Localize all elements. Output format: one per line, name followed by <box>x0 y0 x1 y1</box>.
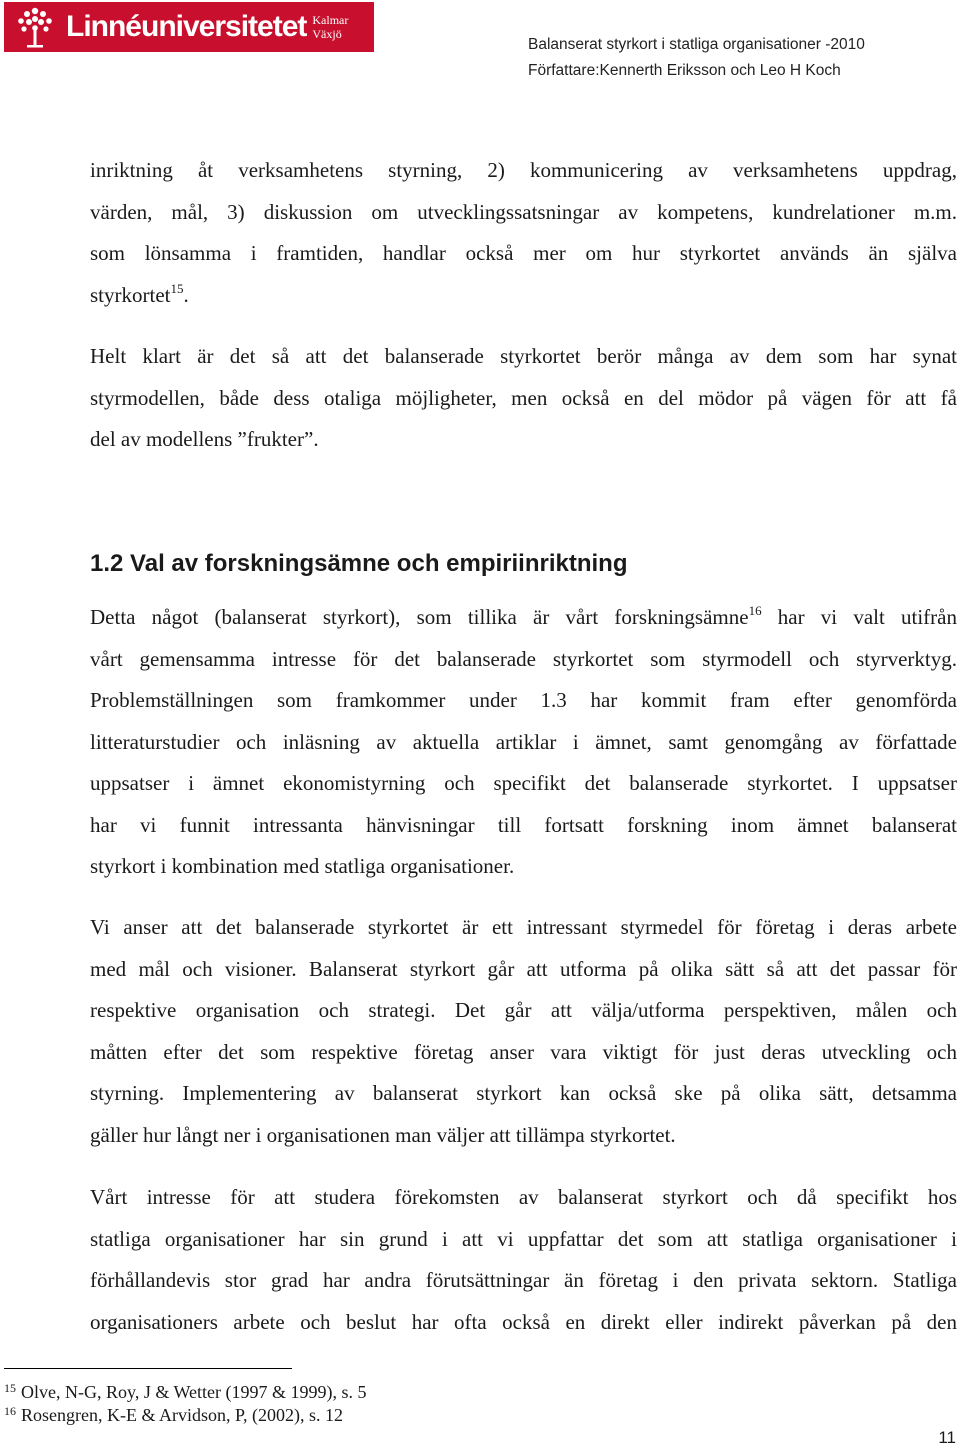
text-line: Problemställningen som framkommer under 1.3 har kommit fram efter genomförda <box>90 688 957 712</box>
footnote-divider <box>4 1368 292 1369</box>
text-line: vårt gemensamma intresse för det balanserade styrkortet som styrmodell och styrverktyg. <box>90 646 957 671</box>
university-logo <box>4 2 374 52</box>
paragraph-5 <box>90 1177 957 1343</box>
text-line: gäller hur långt ner i organisationen man väljer att tillämpa styrkortet. <box>90 1122 676 1147</box>
text-line: Vårt intresse för att studera förekomsten av balanserat styrkort och då specifikt hos <box>90 1185 957 1209</box>
footnote-15 <box>4 1381 367 1403</box>
text-line: värden, mål, 3) diskussion om utvecklingssatsningar av kompetens, kundrelationer m.m. <box>90 199 957 224</box>
text-line: styrmodellen, både dess otaliga möjligheter, men också en del mödor på vägen för att få <box>90 385 957 410</box>
text-fragment: . <box>183 282 189 307</box>
text-line: inriktning åt verksamhetens styrning, 2) kommunicering av verksamhetens uppdrag, <box>90 158 957 182</box>
text-line: organisationers arbete och beslut har ofta också en direkt eller indirekt påverkan på den <box>90 1309 957 1334</box>
text-line: styrkort i kombination med statliga organisationer. <box>90 854 515 878</box>
section-heading: 1.2 Val av forskningsämne och empiriinriktning <box>90 550 628 577</box>
footnote-text: Rosengren, K-E & Arvidson, P, (2002), s. 12 <box>21 1405 343 1425</box>
text-line: måtten efter det som respektive företag anser vara viktigt för just deras utveckling och <box>90 1039 957 1064</box>
logo-campuses <box>312 13 348 41</box>
footnote-ref-16[interactable]: 16 <box>748 603 762 618</box>
text-fragment: Detta något (balanserat styrkort), som tillika är vårt forskningsämne <box>90 605 749 629</box>
text-line: Vi anser att det balanserade styrkortet är ett intressant styrmedel för företag i deras arbete <box>90 915 957 939</box>
text-line: styrning. Implementering av balanserat styrkort kan också ske på olika sätt, detsamma <box>90 1081 957 1105</box>
running-header <box>528 32 865 84</box>
tree-logo-icon <box>4 2 66 52</box>
text-line: förhållandevis stor grad har andra förutsättningar än företag i den privata sektorn. Statliga <box>90 1268 957 1292</box>
logo-wordmark: Linnéuniversitetet <box>66 10 307 43</box>
page-number: 11 <box>938 1428 956 1447</box>
logo-campus-vaxjo: Växjö <box>312 27 342 41</box>
text-fragment: har vi valt utifrån <box>761 605 957 629</box>
document-authors: Författare:Kennerth Eriksson och Leo H Koch <box>528 62 841 79</box>
footnote-16 <box>4 1404 343 1426</box>
document-title: Balanserat styrkort i statliga organisationer -2010 <box>528 36 865 53</box>
text-line: har vi funnit intressanta hänvisningar till fortsatt forskning inom ämnet balanserat <box>90 812 957 837</box>
text-fragment: styrkortet <box>90 282 171 307</box>
text-line <box>90 275 957 317</box>
paragraph-3 <box>90 597 957 888</box>
text-line: statliga organisationer har sin grund i att vi uppfattar det som att statliga organisationer i <box>90 1226 957 1251</box>
text-line: Helt klart är det så att det balanserade styrkortet berör många av dem som har synat <box>90 344 957 368</box>
text-line: uppsatser i ämnet ekonomistyrning och specifikt det balanserade styrkortet. I uppsatser <box>90 771 957 795</box>
text-line <box>90 597 957 639</box>
text-line: litteraturstudier och inläsning av aktuella artiklar i ämnet, samt genomgång av författade <box>90 729 957 754</box>
footnote-number: 15 <box>4 1381 16 1395</box>
footnote-ref-15[interactable]: 15 <box>170 280 184 296</box>
paragraph-2 <box>90 336 957 461</box>
paragraph-1 <box>90 150 957 316</box>
text-line: med mål och visioner. Balanserat styrkort går att utforma på olika sätt så att det passar för <box>90 956 957 981</box>
logo-campus-kalmar: Kalmar <box>312 13 349 27</box>
text-line: respektive organisation och strategi. Det går att välja/utforma perspektiven, målen och <box>90 998 957 1022</box>
paragraph-4 <box>90 907 957 1156</box>
footnote-number: 16 <box>4 1404 16 1418</box>
text-line: som lönsamma i framtiden, handlar också mer om hur styrkortet används än själva <box>90 241 957 265</box>
text-line: del av modellens ”frukter”. <box>90 427 319 451</box>
footnote-text: Olve, N-G, Roy, J & Wetter (1997 & 1999), s. 5 <box>21 1382 367 1402</box>
